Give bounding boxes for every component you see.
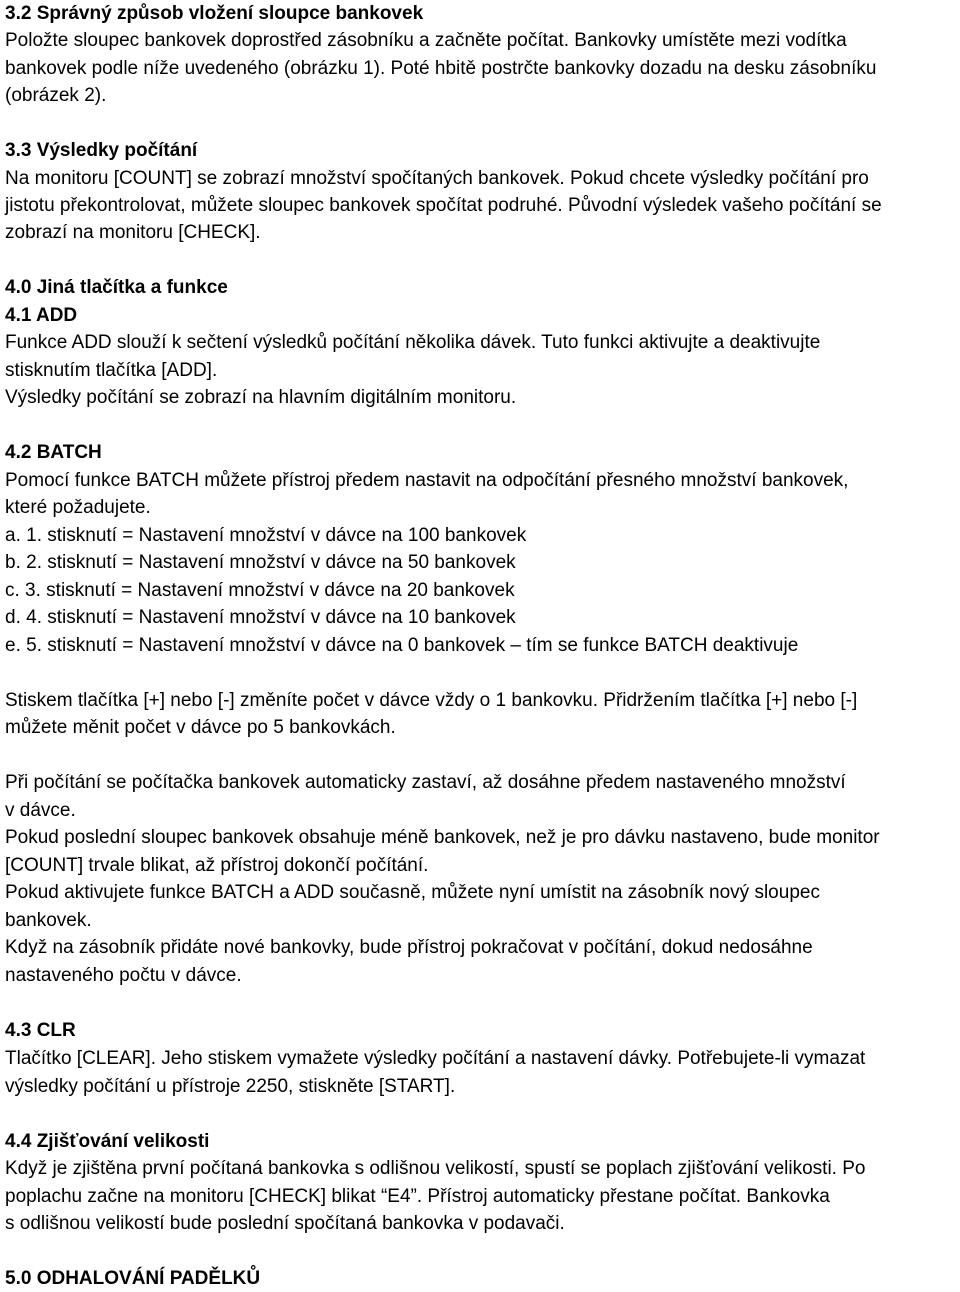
text-line: bankovek podle níže uvedeného (obrázku 1). Poté hbitě postrčte bankovky dozadu na desku zásobníku bbox=[5, 58, 877, 79]
text-line: Pomocí funkce BATCH můžete přístroj předem nastavit na odpočítání přesného množství bankovek, bbox=[5, 470, 849, 491]
text-line: bankovek. bbox=[5, 910, 92, 931]
text-line: Pokud poslední sloupec bankovek obsahuje méně bankovek, než je pro dávku nastaveno, bude monitor bbox=[5, 827, 880, 848]
text-line: můžete měnit počet v dávce po 5 bankovkách. bbox=[5, 717, 396, 738]
text-line: výsledky počítání u přístroje 2250, stiskněte [START]. bbox=[5, 1076, 456, 1097]
text-line: (obrázek 2). bbox=[5, 85, 107, 106]
section-heading-4-0: 4.0 Jiná tlačítka a funkce bbox=[5, 277, 228, 298]
list-item: c. 3. stisknutí = Nastavení množství v dávce na 20 bankovek bbox=[5, 580, 515, 601]
section-heading-4-4: 4.4 Zjišťování velikosti bbox=[5, 1131, 210, 1152]
text-line: Pokud aktivujete funkce BATCH a ADD současně, můžete nyní umístit na zásobník nový sloupec bbox=[5, 882, 820, 903]
section-heading-3-2: 3.2 Správný způsob vložení sloupce bankovek bbox=[5, 3, 424, 24]
text-line: Stiskem tlačítka [+] nebo [-] změníte počet v dávce vždy o 1 bankovku. Přidržením tlačítka [+] nebo [-] bbox=[5, 690, 858, 711]
text-line: jistotu překontrolovat, můžete sloupec bankovek spočítat podruhé. Původní výsledek vašeho počítání se bbox=[5, 195, 882, 216]
section-heading-4-1: 4.1 ADD bbox=[5, 305, 78, 326]
list-item: b. 2. stisknutí = Nastavení množství v dávce na 50 bankovek bbox=[5, 552, 516, 573]
text-line: nastaveného počtu v dávce. bbox=[5, 965, 242, 986]
text-line: které požadujete. bbox=[5, 497, 151, 518]
text-line: Položte sloupec bankovek doprostřed zásobníku a začněte počítat. Bankovky umístěte mezi vodítka bbox=[5, 30, 847, 51]
text-line: Výsledky počítání se zobrazí na hlavním digitálním monitoru. bbox=[5, 387, 517, 408]
text-line: v dávce. bbox=[5, 800, 76, 821]
section-heading-4-3: 4.3 CLR bbox=[5, 1020, 76, 1041]
text-line: poplachu začne na monitoru [CHECK] blikat “E4”. Přístroj automaticky přestane počítat. Bankovka bbox=[5, 1186, 830, 1207]
list-item: e. 5. stisknutí = Nastavení množství v dávce na 0 bankovek – tím se funkce BATCH deaktivuje bbox=[5, 635, 799, 656]
text-line: Tlačítko [CLEAR]. Jeho stiskem vymažete výsledky počítání a nastavení dávky. Potřebujete-li vymazat bbox=[5, 1048, 866, 1069]
list-item: d. 4. stisknutí = Nastavení množství v dávce na 10 bankovek bbox=[5, 607, 516, 628]
list-item: a. 1. stisknutí = Nastavení množství v dávce na 100 bankovek bbox=[5, 525, 527, 546]
text-line: [COUNT] trvale blikat, až přístroj dokončí počítání. bbox=[5, 855, 429, 876]
text-line: zobrazí na monitoru [CHECK]. bbox=[5, 222, 261, 243]
section-heading-3-3: 3.3 Výsledky počítání bbox=[5, 140, 198, 161]
text-line: Když je zjištěna první počítaná bankovka s odlišnou velikostí, spustí se poplach zjišťování velikosti. Po bbox=[5, 1158, 866, 1179]
text-line: s odlišnou velikostí bude poslední spočítaná bankovka v podavači. bbox=[5, 1213, 565, 1234]
text-line: Když na zásobník přidáte nové bankovky, bude přístroj pokračovat v počítání, dokud nedosáhne bbox=[5, 937, 813, 958]
text-line: Na monitoru [COUNT] se zobrazí množství spočítaných bankovek. Pokud chcete výsledky počítání pro bbox=[5, 168, 869, 189]
text-line: Funkce ADD slouží k sečtení výsledků počítání několika dávek. Tuto funkci aktivujte a deaktivujte bbox=[5, 332, 821, 353]
section-heading-4-2: 4.2 BATCH bbox=[5, 442, 102, 463]
text-line: stisknutím tlačítka [ADD]. bbox=[5, 360, 218, 381]
section-heading-5-0: 5.0 ODHALOVÁNÍ PADĚLKŮ bbox=[5, 1268, 261, 1289]
text-line: Při počítání se počítačka bankovek automaticky zastaví, až dosáhne předem nastaveného množství bbox=[5, 772, 846, 793]
